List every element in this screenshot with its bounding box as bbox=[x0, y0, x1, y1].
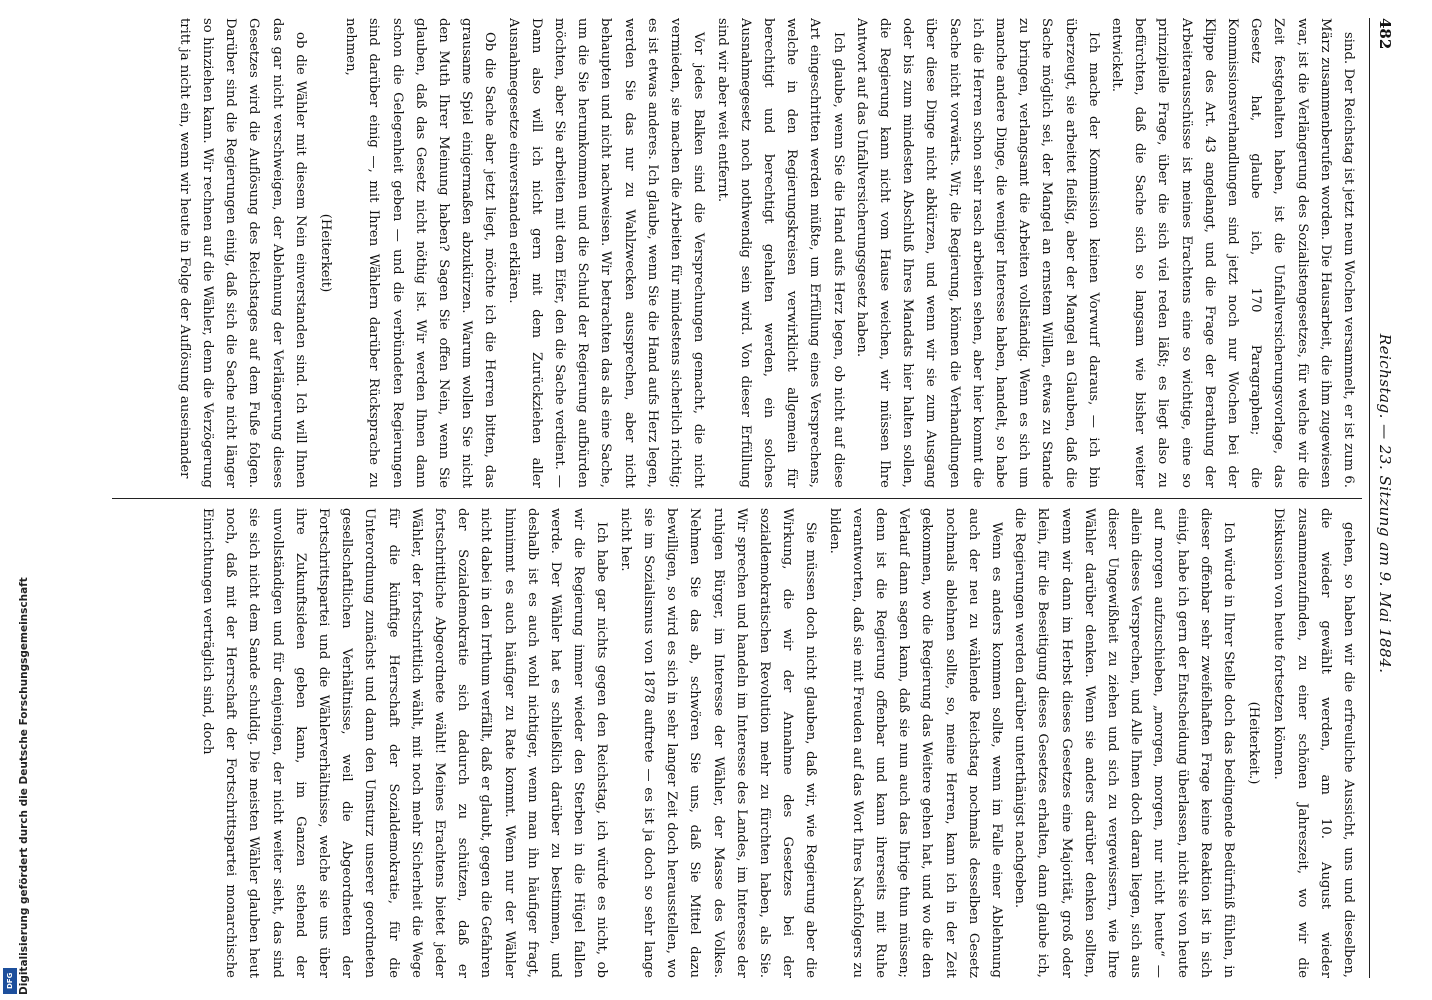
paragraph: gehen, so haben wir die erfreuliche Aussicht, uns und dieselben, die wieder gewählt werden, am 10. August wieder zusammenzufinden, zu einer schönen Jahreszeit, wo wir die Diskussion von heute fortsetzen können. bbox=[1271, 508, 1356, 978]
paragraph: Ich habe gar nichts gegen den Reichstag, ich würde es nicht, ob wir die Regierung immer wieder den Sterben in die Hügel fallen werde. Der Wähler hat es schließlich darüber zu bestimmen, und deshalb ist es auch wohl nichtiger, wenn man ihn häufiger fragt, hinnimmt es auch häufiger zu Rate kommt. Wenn nur der Wähler nicht dabei in den Irrthum verfällt, daß er glaubt, gegen die Gefahren der Sozialdemokratie sich dadurch zu schützen, daß er fortschrittliche Abgeordnete wählt! Meines Erachtens bietet jeder Wähler, der fortschrittlich wählt, mit noch mehr Sicherheit die Wege für die künftige Herrschaft der Sozialdemokratie, für die Unterordnung zunächst und dann den Umsturz unserer geordneten gesellschaftlichen Verhältnisse, weil die Abgeordneten der Fortschrittspartei und die Wählerverhältnisse, welche sie uns über ihre Zukunftsideen geben kann, im Ganzen stehend der unvollständigen und für denjenigen, der nicht weiter sieht, das sind sie sich nicht dem Sande schuldig. Die meisten Wähler glauben heut noch, daß mit der Herrschaft der Fortschrittspartei monarchische Einrichtungen verträglich sind, doch bbox=[200, 508, 610, 978]
column-divider bbox=[112, 498, 1362, 499]
running-title: Reichstag. — 23. Sitzung am 9. Mai 1884. bbox=[1376, 333, 1394, 674]
right-column bbox=[120, 508, 1360, 978]
paragraph: Ich glaube, wenn Sie die Hand aufs Herz legen, ob nicht auf diese Art eingeschritten werden müßte, um Erfüllung eines Versprechens, welche in den Regierungskreisen verwirklicht allgemein für berechtigt und berechtigt gehalten werden, ein solches Ausnahmegesetz noch nothwendig sein wird. Von dieser Erfüllung sind wir aber weit entfernt. bbox=[714, 18, 846, 488]
dfg-logo: DFG bbox=[3, 968, 17, 994]
left-column bbox=[120, 18, 1360, 488]
paragraph: Sie müssen doch nicht glauben, daß wir, wie Regierung aber die Wirkung, die wir der Annahme des Gesetzes bei der sozialdemokratischen Revolution mehr zu fürchten haben, als Sie. Wir sprechen und handeln im Interesse des Landes, im Interesse der ruhigen Bürger, im Interesse der Wähler, der Masse des Volkes. Nehmen Sie das ab, schwören Sie uns, daß Sie Mittel dazu bewilligen, so wird es sich in sehr langer Zeit doch herausstellen, wo sie im Sozialismus von 1878 auftrete — es ist ja doch so sehr lange nicht her. bbox=[617, 508, 819, 978]
paragraph: Ob die Sache aber jetzt liegt, möchte ich die Herren bitten, das grausame Spiel einigermaßen abzukürzen. Warum wollen Sie nicht den Muth Ihrer Meinung haben? Sagen Sie offen Nein, wenn Sie glauben, daß das Gesetz nicht nöthig ist. Wir werden Ihnen dann schon die Gelegenheit geben — und die verbündeten Regierungen sind darüber einig —, mit Ihren Wählern darüber Rücksprache zu nehmen, bbox=[343, 18, 498, 488]
page-header bbox=[1369, 18, 1400, 978]
laughter-note: (Heiterkeit) bbox=[318, 213, 334, 293]
page-number: 482 bbox=[1376, 18, 1394, 50]
paragraph: Vor jedes Balken sind die Versprechungen gemacht, die nicht vermieden, sie machen die Arbeiten für mindestens sicherlich richtig; es ist etwas anderes. Ich glaube, wenn Sie die Hand aufs Herz legen, werden Sie das nur zu Wahlzwecken aussprechen, aber nicht behaupten und nicht nachweisen. Wir betrachten das als eine Sache, um die Sie herumkommen und die Schuld der Regierung aufbürden möchten, aber Sie arbeiten mit dem Eifer, den die Sache verdient. — Dann also will ich nicht gern mit dem Zurückziehen aller Ausnahmegesetze einverstanden erklären. bbox=[505, 18, 707, 488]
rotated-content bbox=[110, 18, 1400, 978]
paragraph: Ich würde in Ihrer Stelle doch das bedingende Bedürfniß fühlen, in dieser offenbar sehr zweifelhaften Frage keine Reaktion ist in sich einig, habe ich gern der Entscheidung überlassen, nicht sie von heute auf morgen aufzuschieben, „morgen, morgen, nur nicht heute“ — allein dieses Versprechen, und Alle Ihnen doch daran liegen, sich aus dieser Ungewißheit zu ziehen und sich zu vergewissern, wie Ihre Wähler darüber denken. Wenn sie anders darüber denken sollten, wenn wir dann im Herbst dieses Gesetzes eine Majorität, groß oder klein, für die Beseitigung dieses Gesetzes erhalten, dann glaube ich, die Regierungen werden darüber unterthänigst nachgeben. bbox=[1012, 508, 1236, 978]
paragraph: Wenn es anders kommen sollte, wenn im Falle einer Ablehnung auch der neu zu wählende Reichstag nochmals desselben Gesetz nochmals ablehnen sollte, so, meine Herren, kann ich in der Zeit gekommen, wo die Regierung das Weitere gehen hat, und wo die den Verlauf dann sagen kann, daß sie nun auch das Ihrige thun müssen; denn ist die Regierung offenbar und kann ihrerseits mit Ruhe verantworten, daß sie mit Freuden auf das Wort Ihres Nachfolgers zu bilden. bbox=[826, 508, 1004, 978]
paragraph: Ich mache der Kommission keinen Vorwurf daraus, — ich bin überzeugt, sie arbeitet fleißig, aber der Mangel an Glauben, daß die Sache möglich sei, der Mangel an ernstem Willen, etwas zu Stande zu bringen, verlangsamt die Arbeiten vollständig. Wenn es sich um manche andere Dinge, die weniger Interesse haben, handelt, so habe ich die Herren schon sehr rasch arbeiten sehen, aber hier kommt die Sache nicht vorwärts. Wir, die Regierung, können die Verhandlungen über diese Dinge nicht abkürzen, und wenn wir sie zum Ausgang oder bis zum mindesten Abschluß Ihres Mandats hier halten sollen, die Regierung kann nicht vom Hause weichen, wir müssen Ihre Antwort auf das Unfallversicherungsgesetz haben. bbox=[853, 18, 1101, 488]
paragraph: ob die Wähler mit diesem Nein einverstanden sind. Ich will Ihnen das gar nicht verschweigen, der Ablehnung der Verlängerung dieses Gesetzes wird die Auflösung des Reichstages auf dem Fuße folgen. Darüber sind die Regierungen einig, daß sich die Sache nicht länger so hinziehen kann. Wir rechnen auf die Wähler, denn die Verzögerung tritt ja nicht ein, wenn wir heute in Folge der Auflösung auseinander bbox=[176, 18, 308, 488]
digitization-credit: Digitalisierung gefördert durch die Deutsche Forschungsgemeinschaft bbox=[18, 577, 30, 995]
laughter-note: (Heiterkeit.) bbox=[1246, 701, 1262, 785]
paragraph: sind. Der Reichstag ist jetzt neun Wochen versammelt, er ist zum 6. März zusammenberufen worden. Die Hausarbeit, die ihm zugewiesen war, ist die Verlängerung des Sozialistengesetzes, für welche wir die Zeit festgehalten haben, ist die Unfallversicherungsvorlage, das Gesetz hat, glaube ich, 170 Paragraphen; die Kommissionsverhandlungen sind jetzt noch nur Wochen bei der Klippe des Art. 43 angelangt, und die Frage der Berathung der Arbeiterausschüsse ist meines Erachtens eine so wichtige, eine so prinzipielle Frage, über die sich viel reden läßt; es liegt also zu befürchten, daß die Sache sich so langsam wie bisher weiter entwickelt. bbox=[1108, 18, 1356, 488]
